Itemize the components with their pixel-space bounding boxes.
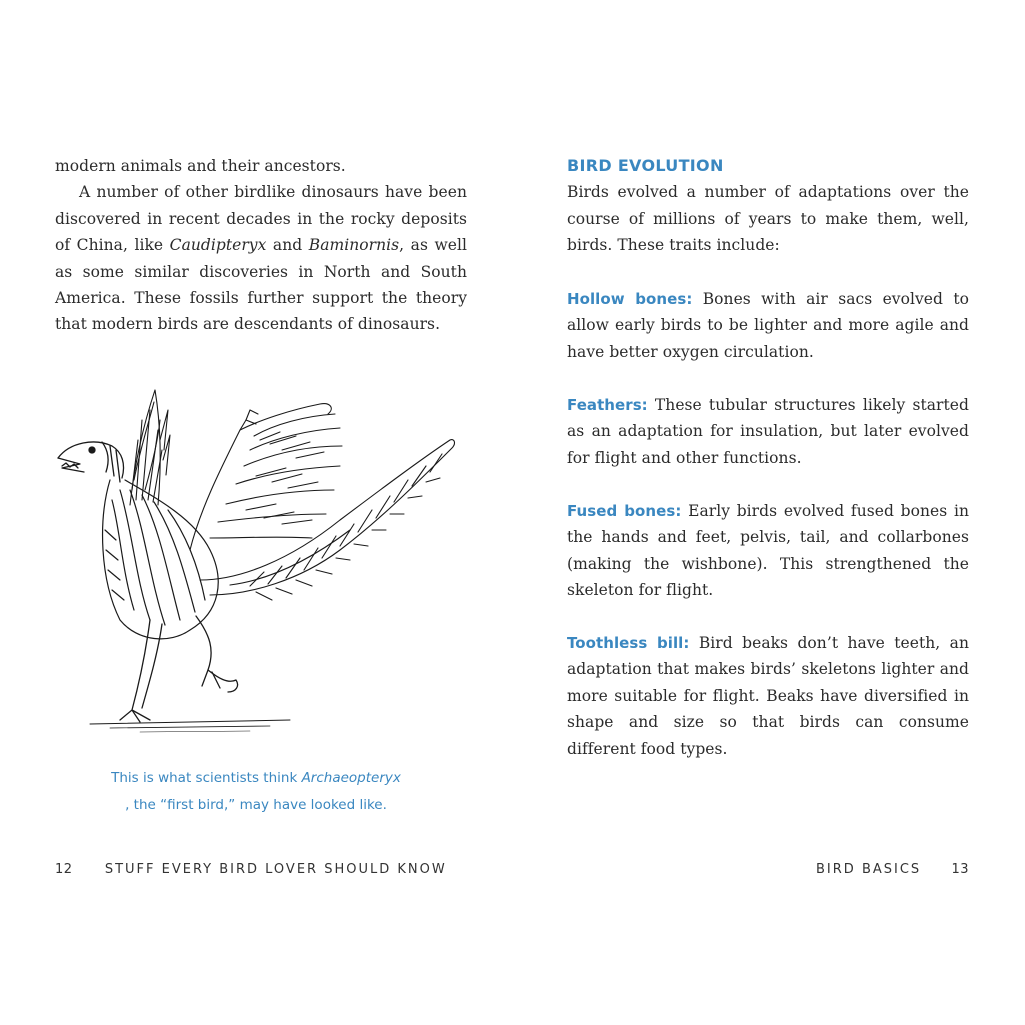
caption-species-name: Archaeopteryx (301, 770, 401, 786)
section-heading: BIRD EVOLUTION (567, 156, 724, 175)
right-page (512, 0, 1024, 1025)
figure-caption (55, 765, 457, 819)
left-page (0, 0, 512, 1025)
caption-text-line2: , the “first bird,” may have looked like. (125, 797, 387, 813)
right-body-text (567, 153, 969, 259)
trait-description: Early birds evolved fused bones in the hands and feet, pelvis, tail, and collarbones (making the wishbone). This strengthened the skeleton for flight. (567, 502, 969, 600)
trait-description: Bones with air sacs evolved to allow early birds to be lighter and more agile and have better oxygen circulation. (567, 290, 970, 361)
page-number: 13 (951, 862, 969, 877)
trait-description: These tubular structures likely started as an adaptation for insulation, but later evolved for flight and other functions. (567, 396, 969, 467)
left-body-text (55, 153, 467, 338)
trait-fused-bones (567, 498, 969, 604)
right-folio (816, 862, 969, 877)
trait-term: Toothless bill: (567, 634, 690, 652)
caption-text: This is what scientists think (111, 770, 302, 786)
archaeopteryx-illustration (50, 380, 460, 740)
trait-term: Fused bones: (567, 502, 682, 520)
trait-hollow-bones (567, 286, 969, 365)
species-name-caudipteryx: Caudipteryx (169, 236, 267, 255)
trait-term: Feathers: (567, 396, 648, 414)
trait-term: Hollow bones: (567, 290, 693, 308)
left-folio (55, 862, 447, 877)
paragraph-birdlike-dinosaurs (55, 179, 467, 337)
trait-description: Bird beaks don’t have teeth, an adaptation that makes birds’ skeletons lighter and more suitable for flight. Beaks have diversified in shape and size so that birds can consume different food types. (567, 634, 969, 758)
species-name-baminornis: Baminornis (308, 236, 400, 255)
paragraph-text: A number of other birdlike dinosaurs have been discovered in recent decades in the rocky deposits of China, like (55, 183, 467, 255)
running-head: BIRD BASICS (816, 862, 922, 877)
paragraph-text: , as well as some similar discoveries in North and South America. These fossils further support the theory that modern birds are descendants of dinosaurs. (55, 236, 468, 334)
running-head: STUFF EVERY BIRD LOVER SHOULD KNOW (104, 862, 447, 877)
paragraph-text: and (266, 236, 309, 255)
trait-toothless-bill (567, 630, 969, 762)
page-number: 12 (55, 862, 73, 877)
intro-paragraph: Birds evolved a number of adaptations over the course of millions of years to make them, well, birds. These traits include: (567, 183, 969, 255)
trait-feathers (567, 392, 969, 471)
paragraph-continuation: modern animals and their ancestors. (55, 157, 346, 175)
